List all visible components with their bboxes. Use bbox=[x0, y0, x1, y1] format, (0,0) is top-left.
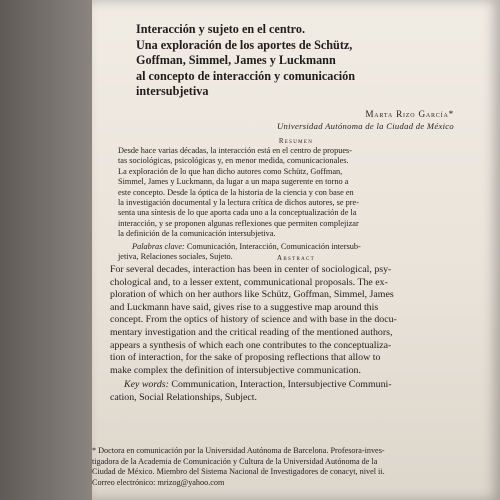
title-line: Goffman, Simmel, James y Luckmann bbox=[136, 53, 336, 67]
resumen-line: Desde hace varias décadas, la interacción está en el centro de propues- bbox=[118, 146, 353, 155]
abstract-line: For several decades, interaction has been in center of sociological, psy- bbox=[110, 264, 392, 275]
keywords-text: Communication, Interaction, Intersubjective Communi- bbox=[168, 379, 392, 391]
abstract-body bbox=[110, 264, 470, 405]
resumen-body bbox=[118, 146, 446, 262]
abstract-line: chological and, to a lesser extent, communicational proposals. The ex- bbox=[110, 276, 388, 288]
author-affiliation: Universidad Autónoma de la Ciudad de México bbox=[277, 121, 454, 131]
footnote-line: Correo electrónico: mrizog@yahoo.com bbox=[92, 477, 225, 487]
abstract-line: ploration of which on her authors like Schütz, Goffman, Simmel, James bbox=[110, 289, 394, 301]
abstract-line: tion of interaction, for the sake of proposing reflections that allow to bbox=[110, 352, 381, 364]
resumen-line: interacción, y se proponen algunas reflexiones que permiten complejizar bbox=[118, 218, 359, 228]
keywords-label: Palabras clave: bbox=[132, 241, 185, 251]
author-block bbox=[277, 108, 454, 132]
resumen-line: tas sociológicas, psicológicas y, en menor medida, comunicacionales. bbox=[118, 156, 349, 166]
abstract-line: mentary investigation and the critical reading of the mentioned authors, bbox=[110, 326, 393, 338]
abstract-heading: Abstract bbox=[277, 254, 315, 262]
title-line: intersubjetiva bbox=[136, 84, 209, 98]
author-footnote bbox=[92, 446, 462, 488]
title-line: Una exploración de los aportes de Schütz, bbox=[136, 37, 353, 52]
abstract-keywords bbox=[110, 379, 470, 392]
abstract-line: concept. From the optics of history of science and with base in the docu- bbox=[110, 314, 397, 326]
resumen-keywords bbox=[118, 242, 446, 252]
resumen-line: este concepto. Desde la óptica de la historia de la ciencia y con base en bbox=[118, 187, 354, 197]
abstract-line: make complex the definition of intersubjective communication. bbox=[110, 364, 361, 376]
footnote-line: tigadora de la Academia de Comunicación y Cultura de la Universidad Autónoma de la bbox=[92, 456, 378, 466]
resumen-line: La exploración de lo que han dicho autores como Schütz, Goffman, bbox=[118, 166, 343, 176]
title-line: Interacción y sujeto en el centro. bbox=[136, 22, 306, 36]
book-page bbox=[92, 0, 500, 500]
resumen-line: la investigación documental y la lectura crítica de dichos autores, se pre- bbox=[118, 198, 359, 208]
resumen-line: Simmel, James y Luckmann, da lugar a un mapa sugerente en torno a bbox=[118, 177, 349, 187]
abstract-keywords-cont: cation, Social Relationships, Subject. bbox=[110, 391, 258, 403]
footnote-line: * Doctora en comunicación por la Universidad Autónoma de Barcelona. Profesora-inves- bbox=[92, 446, 385, 455]
title-line: al concepto de interacción y comunicación bbox=[136, 68, 356, 83]
author-name: Marta Rizo García* bbox=[365, 109, 454, 119]
footnote-line: Ciudad de México. Miembro del Sistema Nacional de Investigadores de conacyt, nivel ii. bbox=[92, 467, 385, 477]
abstract-line: and Luckmann have said, gives rise to a suggestive map around this bbox=[110, 301, 379, 313]
abstract-line: appears a synthesis of which each one contributes to the conceptualiza- bbox=[110, 339, 392, 351]
keywords-text: Comunicación, Interacción, Comunicación intersub- bbox=[184, 241, 361, 251]
article-title bbox=[136, 22, 476, 100]
resumen-heading: Resumen bbox=[278, 137, 314, 145]
keywords-label: Key words: bbox=[124, 379, 169, 391]
resumen-keywords-cont: jetiva, Relaciones sociales, Sujeto. bbox=[118, 252, 233, 262]
resumen-line: la definición de la comunicación intersubjetiva. bbox=[118, 229, 276, 239]
resumen-line: senta una síntesis de lo que aporta cada uno a la conceptualización de la bbox=[118, 208, 357, 218]
